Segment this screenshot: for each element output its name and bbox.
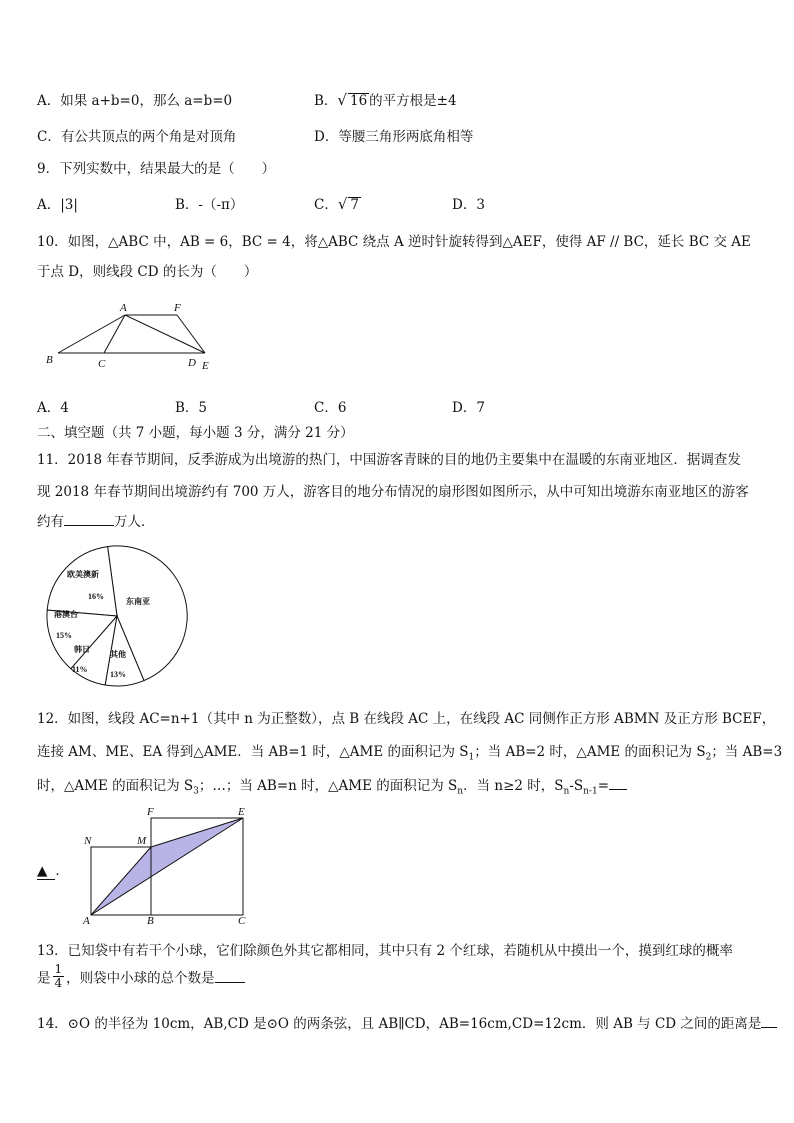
q12-answer-mark: ▲ [37,863,55,880]
q11-line1: 11．2018 年春节期间，反季游成为出境游的热门，中国游客青睐的目的地仍主要集中在温暖的东南亚地区．据调查发 [37,452,741,468]
pie-percent-other: 13% [110,670,126,679]
q12-line3-c: ．当 n≥2 时，S [463,778,564,794]
segment-ea [91,818,243,915]
label-b: B [46,354,53,366]
q8-option-b-prefix: B． [314,93,338,109]
q14-answer-blank [761,1015,777,1028]
label-a: A [83,915,90,926]
pie-label-europe: 欧美澳新 [67,570,99,579]
sqrt-icon: √ [337,195,348,213]
q11-line3 [37,510,155,530]
q8-option-b-suffix: 的平方根是±4 [369,93,457,109]
q12-line3-a: 时，△AME 的面积记为 S [37,778,194,794]
q9-option-b: B．-（-π） [175,197,244,213]
label-b: B [147,915,154,926]
q12-line3-b: ；…；当 AB=n 时，△AME 的面积记为 S [198,778,458,794]
q12-line2-b: ；当 AB=2 时，△AME 的面积记为 S [474,744,706,760]
q13-fraction-den: 4 [54,976,63,990]
q12-line2 [37,740,782,763]
segment-ae [125,315,205,353]
q9-option-c [314,193,361,213]
q12-line2-c: ；当 AB=3 [711,744,783,760]
q12-subn1: n-1 [583,786,598,797]
pie-label-southeast-asia: 东南亚 [126,597,150,606]
sqrt-icon: √ [337,91,347,109]
q8-option-b-radicand: 16 [349,93,368,109]
q10-option-c: C．6 [314,400,347,416]
pie-slice-europe-america [47,547,117,616]
q10-stem-line2: 于点 D，则线段 CD 的长为（ ） [37,264,258,280]
pie-percent-korea-japan: 11% [72,665,88,674]
label-m: M [137,835,147,847]
q14-line1 [37,1012,777,1032]
label-f: F [174,302,181,314]
q11-line3-suffix: 万人． [114,514,155,530]
q11-pie-chart [44,543,190,689]
q8-option-a: A．如果 a+b=0，那么 a=b=0 [37,93,233,109]
q10-stem-line1: 10．如图，△ABC 中，AB = 6，BC = 4，将△ABC 绕点 A 逆时针旋转得到△AEF，使得 AF // BC，延长 BC 交 AE [37,234,751,250]
label-a: A [120,302,127,314]
q10-triangle-figure [40,298,230,376]
q8-option-c: C．有公共顶点的两个角是对顶角 [37,129,237,145]
q8-option-d: D．等腰三角形两底角相等 [314,129,474,145]
q9-option-d: D．3 [452,197,485,213]
q13-line2-suffix: ，则袋中小球的总个数是 [66,970,215,987]
pie-percent-europe: 16% [88,592,104,601]
q13-answer-blank [215,970,245,983]
segment-fe [177,315,205,353]
pie-label-hk: 港澳台 [54,610,78,619]
q10-option-b: B．5 [175,400,208,416]
pie-label-other: 其他 [110,650,126,659]
q12-line3 [37,774,627,797]
q12-sub2: 2 [705,752,712,763]
q13-fraction-num: 1 [54,962,63,976]
q14-text: 14．⊙O 的半径为 10cm，AB,CD 是⊙O 的两条弦，且 AB∥CD，AB=16cm,CD=12cm．则 AB 与 CD 之间的距离是 [37,1016,762,1032]
label-c: C [238,915,246,926]
pie-percent-hk: 15% [56,631,72,640]
label-n: N [84,835,92,847]
label-c: C [98,358,106,370]
section-2-heading: 二、填空题（共 7 小题，每小题 3 分，满分 21 分） [37,425,354,441]
q11-answer-blank [64,513,114,526]
q12-squares-figure [80,806,255,926]
q9-stem: 9．下列实数中，结果最大的是（ ） [37,161,276,177]
q9-option-c-radicand: 7 [350,197,359,213]
q13-line1: 13．已知袋中有若干个小球，它们除颜色外其它都相同，其中只有 2 个红球，若随机从中摸出一个，摸到红球的概率 [37,943,733,959]
q13-line2-prefix: 是 [37,970,51,987]
q10-option-d: D．7 [452,400,485,416]
q12-sub3: 3 [193,786,199,797]
label-e: E [202,360,209,372]
q8-option-b [314,89,457,109]
label-d: D [188,357,196,369]
q11-line3-prefix: 约有 [37,514,64,530]
q12-line3-d: -S [569,778,584,794]
q12-line1: 12．如图，线段 AC=n+1（其中 n 为正整数），点 B 在线段 AC 上，在线段 AC 同侧作正方形 ABMN 及正方形 BCEF， [37,711,776,727]
q9-option-c-prefix: C． [314,197,338,213]
q12-answer-dot: ． [55,863,69,879]
q13-fraction [53,963,65,990]
q11-line2: 现 2018 年春节期间出境游约有 700 万人，游客目的地分布情况的扇形图如图所示，从中可知出境游东南亚地区的游客 [37,484,749,500]
pie-label-korea-japan: 韩日 [74,645,90,654]
q12-subn-2: n [563,786,570,797]
q12-sub1: 1 [468,752,475,763]
q12-line3-e: = [597,778,610,794]
label-e: E [238,806,245,818]
label-f: F [147,806,154,818]
q9-option-a: A．|3| [37,197,78,213]
q12-answer-blank [609,777,627,790]
q12-subn: n [457,786,464,797]
q10-option-a: A．4 [37,400,69,416]
q13-line2 [37,963,245,990]
q12-line2-a: 连接 AM、ME、EA 得到△AME．当 AB=1 时，△AME 的面积记为 S [37,744,469,760]
q12-answer [37,859,69,879]
